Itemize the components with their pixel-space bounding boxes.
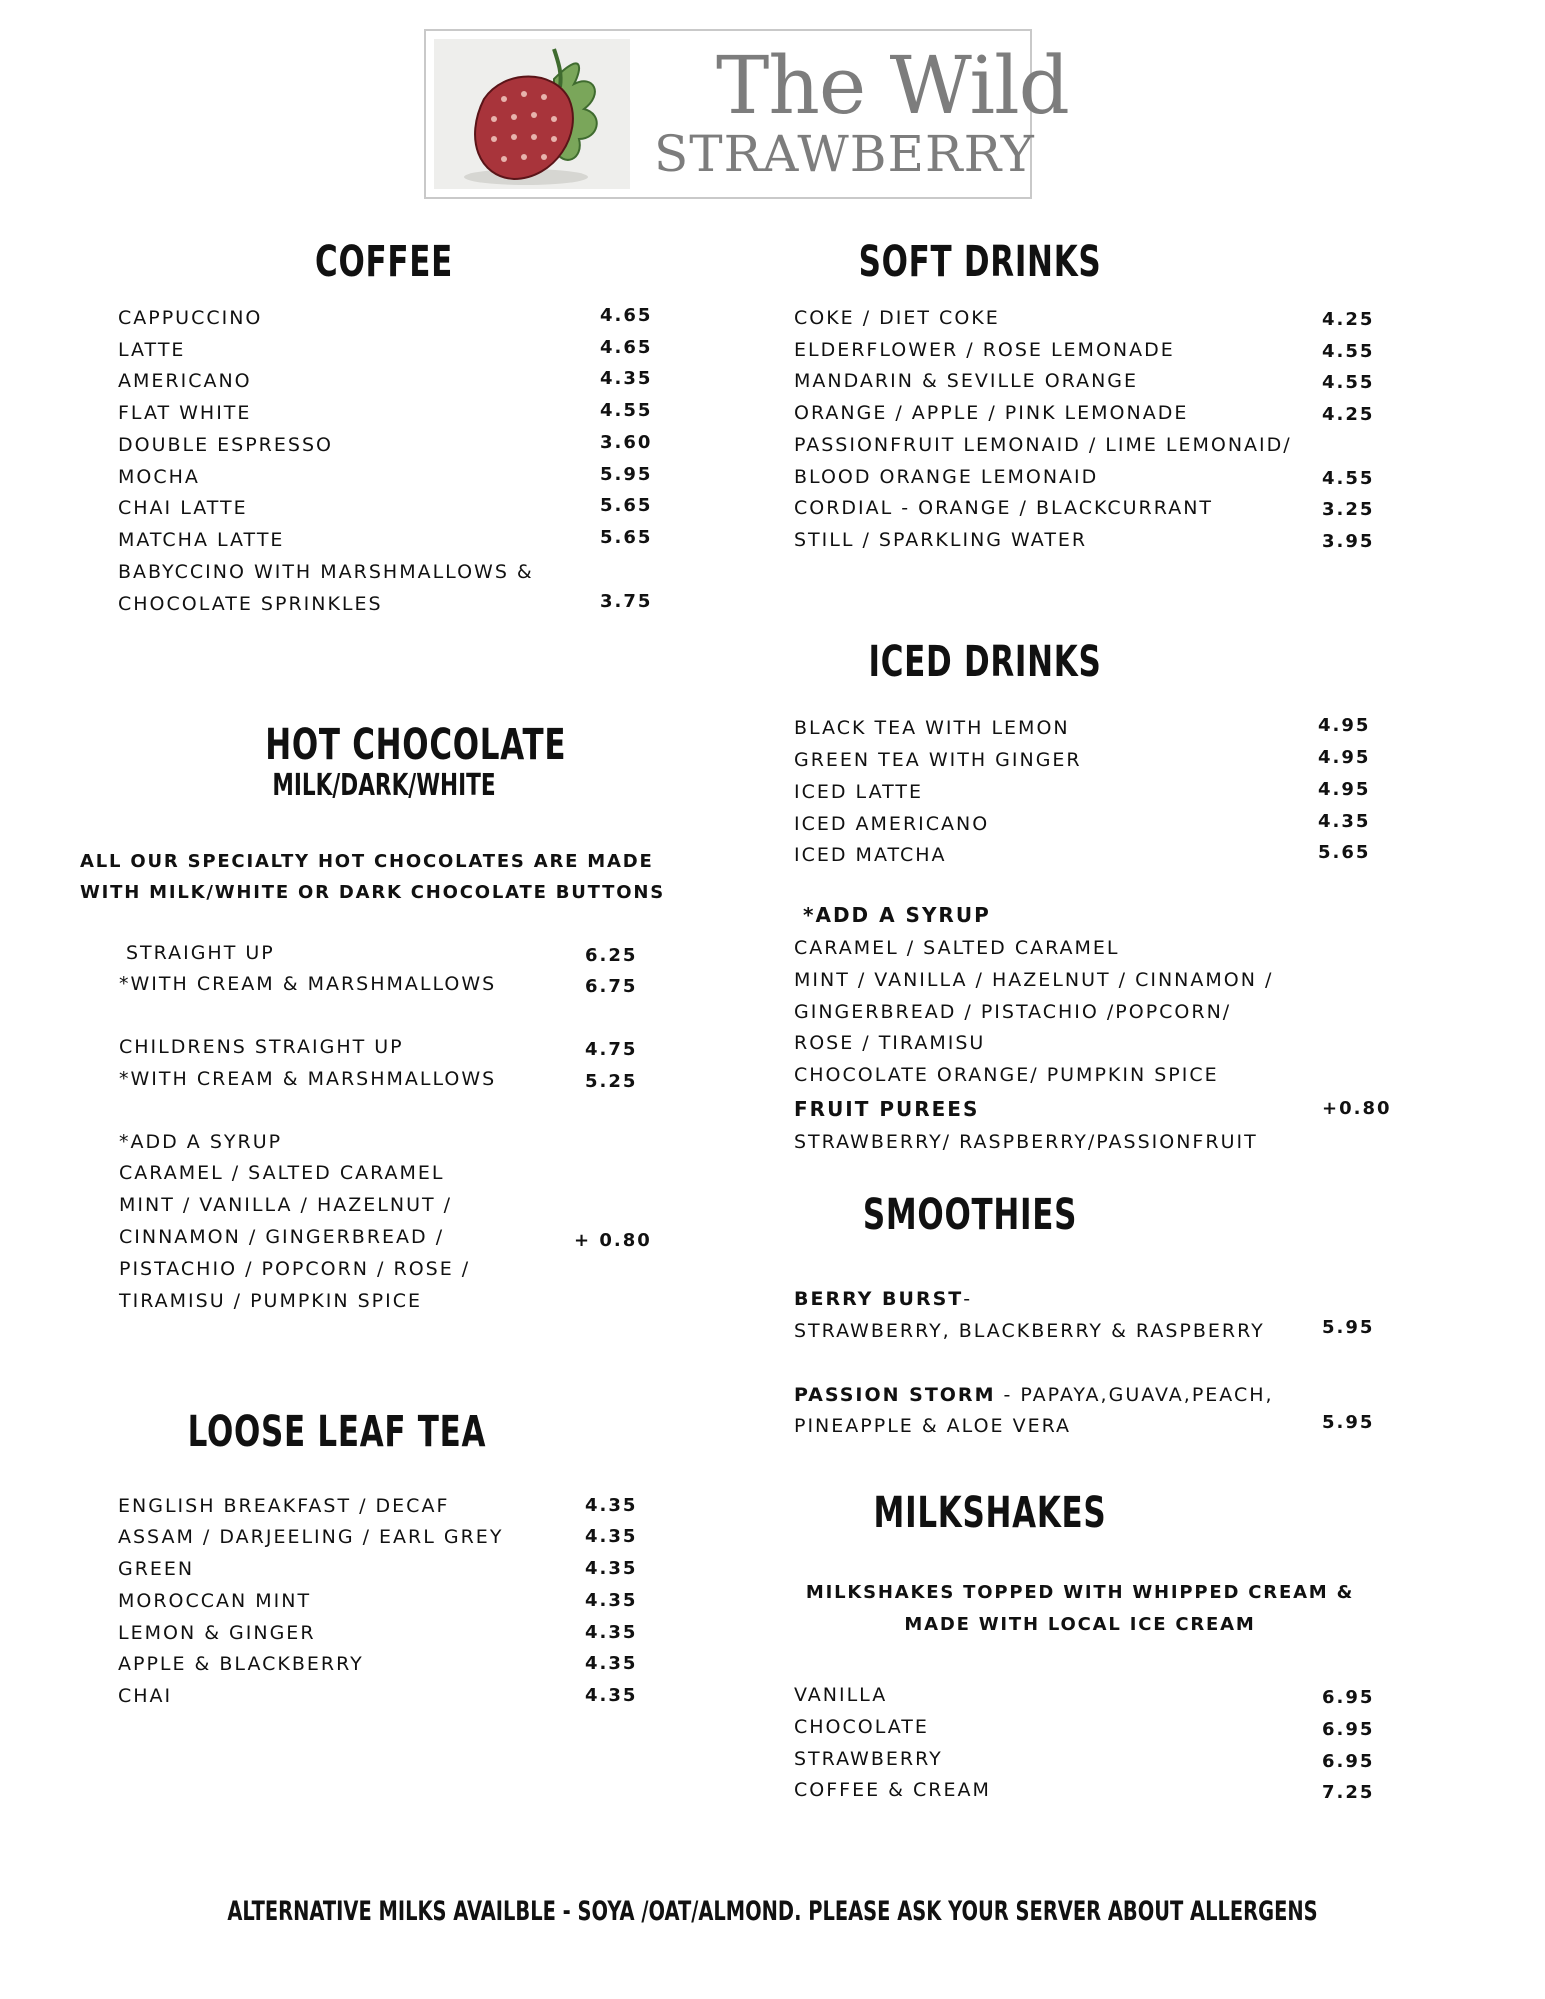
- milkshakes-note-line2: MADE WITH LOCAL ICE CREAM: [904, 1614, 1256, 1635]
- menu-item-price: 6.75: [585, 976, 638, 997]
- menu-item-name: MATCHA LATTE: [118, 529, 285, 551]
- smoothies-heading: SMOOTHIES: [862, 1190, 1078, 1240]
- menu-item-name: GREEN: [118, 1558, 195, 1580]
- menu-item-price: 5.65: [600, 495, 653, 516]
- menu-item-price: 5.95: [600, 464, 653, 485]
- menu-item-price: 4.95: [1318, 715, 1371, 736]
- logo-title-line2: STRAWBERRY: [654, 125, 1035, 183]
- syrup-price: + 0.80: [574, 1230, 652, 1251]
- menu-item-name: CHOCOLATE: [794, 1716, 929, 1738]
- syrup-line: MINT / VANILLA / HAZELNUT /: [119, 1194, 453, 1216]
- menu-item-price: 3.60: [600, 432, 653, 453]
- menu-item-price: 4.35: [585, 1622, 638, 1643]
- menu-item-name: ICED MATCHA: [794, 844, 947, 866]
- fruit-purees-price: +0.80: [1322, 1098, 1392, 1119]
- fruit-purees-title: FRUIT PUREES: [794, 1097, 980, 1121]
- syrup-line: PISTACHIO / POPCORN / ROSE /: [119, 1258, 471, 1280]
- logo: [424, 29, 1069, 199]
- menu-item-name: COKE / DIET COKE: [794, 307, 1000, 329]
- menu-item-price: 4.35: [600, 368, 653, 389]
- syrup-line: CARAMEL / SALTED CARAMEL: [119, 1162, 445, 1184]
- syrup-line: TIRAMISU / PUMPKIN SPICE: [119, 1290, 423, 1312]
- hot-chocolate-note-line1: ALL OUR SPECIALTY HOT CHOCOLATES ARE MADE: [80, 851, 654, 872]
- menu-item-name: DOUBLE ESPRESSO: [118, 434, 333, 456]
- menu-item-name: ORANGE / APPLE / PINK LEMONADE: [794, 402, 1189, 424]
- logo-title-line1: The Wild: [716, 39, 1069, 132]
- milkshakes-heading: MILKSHAKES: [873, 1488, 1107, 1538]
- menu-item-name: LEMON & GINGER: [118, 1622, 316, 1644]
- menu-item-price: 7.25: [1322, 1782, 1375, 1803]
- soft-drinks-heading: SOFT DRINKS: [858, 237, 1102, 287]
- syrup-line: CINNAMON / GINGERBREAD /: [119, 1226, 445, 1248]
- menu-item-name: APPLE & BLACKBERRY: [118, 1653, 364, 1675]
- syrup-line: *ADD A SYRUP: [119, 1131, 283, 1153]
- menu-item-price: 5.25: [585, 1071, 638, 1092]
- menu-item-price: 4.55: [600, 400, 653, 421]
- smoothie-desc: PINEAPPLE & ALOE VERA: [794, 1415, 1072, 1437]
- allergen-footer-note: ALTERNATIVE MILKS AVAILBLE - SOYA /OAT/ALMOND. PLEASE ASK YOUR SERVER ABOUT ALLERGENS: [227, 1896, 1318, 1927]
- menu-item-name: LATTE: [118, 339, 186, 361]
- menu-item-name: MANDARIN & SEVILLE ORANGE: [794, 370, 1139, 392]
- smoothie-title: [794, 1384, 1274, 1406]
- menu-item-price: 6.95: [1322, 1719, 1375, 1740]
- menu-item-price: 4.35: [1318, 811, 1371, 832]
- syrup-line: GINGERBREAD / PISTACHIO /POPCORN/: [794, 1001, 1232, 1023]
- menu-item-name: AMERICANO: [118, 370, 252, 392]
- menu-item-price: 3.95: [1322, 531, 1375, 552]
- menu-item-price: 4.65: [600, 305, 653, 326]
- menu-item-price: 5.95: [1322, 1412, 1375, 1433]
- menu-item-name: PASSIONFRUIT LEMONAID / LIME LEMONAID/: [794, 434, 1292, 456]
- menu-item-price: 5.95: [1322, 1317, 1375, 1338]
- smoothie-desc: STRAWBERRY, BLACKBERRY & RASPBERRY: [794, 1320, 1265, 1342]
- loose-leaf-tea-heading: LOOSE LEAF TEA: [187, 1407, 487, 1457]
- menu-item-name: STILL / SPARKLING WATER: [794, 529, 1088, 551]
- menu-item-price: 4.25: [1322, 404, 1375, 425]
- menu-item-price: 4.35: [585, 1590, 638, 1611]
- hot-chocolate-note-line2: WITH MILK/WHITE OR DARK CHOCOLATE BUTTONS: [80, 882, 665, 903]
- smoothie-title: [794, 1288, 972, 1310]
- menu-item-name: CHAI LATTE: [118, 497, 248, 519]
- coffee-heading: COFFEE: [315, 237, 453, 287]
- menu-item-price: 3.25: [1322, 499, 1375, 520]
- milkshakes-note-line1: MILKSHAKES TOPPED WITH WHIPPED CREAM &: [805, 1582, 1355, 1603]
- menu-item-name: BLACK TEA WITH LEMON: [794, 717, 1070, 739]
- menu-item-price: 5.65: [1318, 842, 1371, 863]
- menu-item-name: STRAIGHT UP: [126, 942, 275, 964]
- menu-item-name: MOCHA: [118, 466, 200, 488]
- menu-item-name: GREEN TEA WITH GINGER: [794, 749, 1082, 771]
- menu-item-name: CAPPUCCINO: [118, 307, 263, 329]
- syrup-line: MINT / VANILLA / HAZELNUT / CINNAMON /: [794, 969, 1274, 991]
- menu-item-price: 4.95: [1318, 747, 1371, 768]
- menu-item-name: ASSAM / DARJEELING / EARL GREY: [118, 1526, 504, 1548]
- menu-item-name: STRAWBERRY: [794, 1748, 943, 1770]
- menu-item-price: 4.25: [1322, 309, 1375, 330]
- menu-item-name: FLAT WHITE: [118, 402, 252, 424]
- hot-chocolate-heading: HOT CHOCOLATE: [265, 720, 567, 770]
- menu-item-name: CORDIAL - ORANGE / BLACKCURRANT: [794, 497, 1214, 519]
- menu-item-price: 4.35: [585, 1653, 638, 1674]
- smoothie-name: PASSION STORM: [794, 1384, 996, 1406]
- menu-item-price: 6.25: [585, 945, 638, 966]
- syrup-line: CARAMEL / SALTED CARAMEL: [794, 937, 1120, 959]
- menu-item-name: ENGLISH BREAKFAST / DECAF: [118, 1495, 450, 1517]
- menu-item-name: CHAI: [118, 1685, 173, 1707]
- menu-item-name: *WITH CREAM & MARSHMALLOWS: [119, 1068, 497, 1090]
- strawberry-logo-image: [434, 39, 630, 189]
- menu-item-price: 6.95: [1322, 1751, 1375, 1772]
- menu-item-price: 3.75: [600, 591, 653, 612]
- menu-item-name: ELDERFLOWER / ROSE LEMONADE: [794, 339, 1175, 361]
- menu-item-name: COFFEE & CREAM: [794, 1779, 991, 1801]
- menu-item-name-cont: BLOOD ORANGE LEMONAID: [794, 466, 1099, 488]
- menu-item-price: 4.35: [585, 1558, 638, 1579]
- menu-item-price: 4.55: [1322, 468, 1375, 489]
- smoothie-suffix: -: [963, 1288, 973, 1310]
- menu-item-price: 5.65: [600, 527, 653, 548]
- menu-item-price: 4.65: [600, 337, 653, 358]
- syrup-line: ROSE / TIRAMISU: [794, 1032, 986, 1054]
- menu-item-name: BABYCCINO WITH MARSHMALLOWS &: [118, 561, 534, 583]
- menu-item-price: 6.95: [1322, 1687, 1375, 1708]
- menu-item-name: ICED AMERICANO: [794, 813, 990, 835]
- smoothie-name: BERRY BURST: [794, 1288, 964, 1310]
- syrup-line: CHOCOLATE ORANGE/ PUMPKIN SPICE: [794, 1064, 1219, 1086]
- menu-item-price: 4.35: [585, 1526, 638, 1547]
- fruit-purees-line: STRAWBERRY/ RASPBERRY/PASSIONFRUIT: [794, 1131, 1258, 1153]
- menu-item-name: CHILDRENS STRAIGHT UP: [119, 1036, 404, 1058]
- iced-syrup-title: *ADD A SYRUP: [803, 903, 991, 927]
- menu-item-name: ICED LATTE: [794, 781, 923, 803]
- menu-item-name: *WITH CREAM & MARSHMALLOWS: [119, 973, 497, 995]
- menu-item-name: MOROCCAN MINT: [118, 1590, 312, 1612]
- menu-item-price: 4.35: [585, 1685, 638, 1706]
- menu-item-price: 4.55: [1322, 372, 1375, 393]
- smoothie-suffix: - PAPAYA,GUAVA,PEACH,: [995, 1384, 1274, 1406]
- menu-item-name-cont: CHOCOLATE SPRINKLES: [118, 593, 383, 615]
- menu-item-price: 4.95: [1318, 779, 1371, 800]
- menu-item-price: 4.55: [1322, 341, 1375, 362]
- iced-drinks-heading: ICED DRINKS: [868, 637, 1102, 687]
- menu-item-price: 4.35: [585, 1495, 638, 1516]
- menu-item-price: 4.75: [585, 1039, 638, 1060]
- menu-item-name: VANILLA: [794, 1684, 888, 1706]
- hot-chocolate-subheading: MILK/DARK/WHITE: [272, 768, 496, 803]
